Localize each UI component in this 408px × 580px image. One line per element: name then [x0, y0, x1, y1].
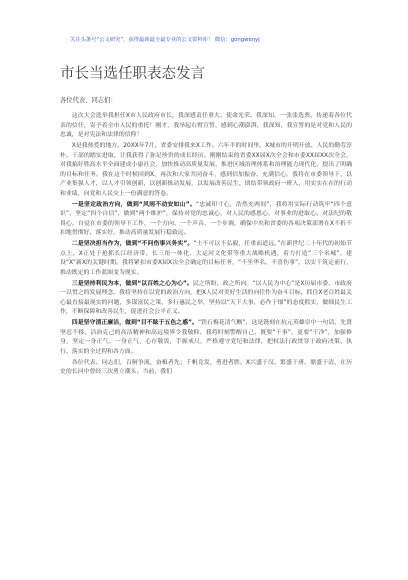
- paragraph-heading: 四是坚守清正廉洁，做到“目不眩于五色之惑”。: [71, 320, 198, 326]
- paragraph: [60, 359, 352, 378]
- paragraph-heading: 三是坚持利民为本，做到“以百姓之心为心”。: [71, 280, 193, 287]
- paragraph-heading: 二是坚决担当作为，做到“不问伤事兴务实”。: [71, 241, 194, 247]
- paragraph: [60, 142, 352, 199]
- speech-body: [60, 112, 352, 572]
- paragraph: [60, 319, 352, 357]
- header-banner: 关注头条号“公文研究”，获得最新最全最专业的公文资料库！ 微信：gongwenyj: [70, 37, 260, 43]
- paragraph-text: “忠诚印寸心，浩然充两间”，我将用实际行动筑牢“四个意识”、坚定“四个自信”、做到“两个维护”，保持对党的忠诚心、对人民的感恩心、对事业的进取心、对法纪的敬畏心，自觉在市委的领导下工作，一个方向、一个声音、一个步调，确保中央和省委的各项决策部署在X不折不扣地贯彻好、落实好，推动高质量发展行稳致远。: [60, 201, 352, 236]
- paragraph-text: “铁石梅花清气概”，这是镌刻在抗元英雄卓中一句话，先贤坚忍不移、洁治克己的高洁精神和高远境界令我敬仰。我将时刻警醒自己，既要“干事”，更要“干净”，加强修身，坚定一身正气、一身正气，心存敬畏，手握戒尺，严格遵守党纪和法律，把权法行政贯穿于政府决策、执行、落实的全过程和各方面。: [60, 320, 352, 355]
- paragraph: [60, 112, 352, 141]
- greeting-line: 各位代表、同志们：: [60, 97, 117, 104]
- paragraph-text: “土不可以不弘毅，任重而道远。”在新世纪二十年代的初始节点上，X正处于抢抓长江经济带、长三角一体化、大运河文化带等重大战略机遇，着力打造“三个名城”、建设“X”新X的关键时期。我将紧扣市委X届X次全会确定的目标任务，“不坐华名、不喜伤事”，以实干筑定前行，推动既定的工作蓝图变为现实。: [60, 241, 352, 276]
- paragraph-text: X是我热爱的地方。20XX年7月，省委安排我来X工作。六年半的时间里，X城市的开明开放、人民的勤劳淳朴、干部的踏实进取，让我获得了弥足珍贵的成长经历。刚刚结束的省委XX届X次全会和市委XX届XX次全会，对我搞好胜高水平全面建成小康社会、加快推动高质量发展、推进区域治理体系和治理能力现代化，提出了明确的目标和任务。我在这个时候回到X，再次和大家共同奋斗，感到信加振奋、充满信心。我将在市委领导下，以产业集强人才，以人才引领创新，以创新推动发展，以发展改善民生，团结带领政府一班人，用实实在在的行动和业绩，向党和人民交上一份满意的答卷。: [60, 143, 352, 197]
- page-title: 市长当选任职表态发言: [60, 66, 205, 82]
- paragraph: [60, 240, 352, 278]
- paragraph-text: 民之所盼，政之所向。“以人民为中心”是X历届市委、市政府一以贯之的发展理念。我将坚持在以党的政治方向，把X人民对美好生活的向往作为奋斗目标，抓住X老百姓最关心最直接最现实的问题，多谋富民之策，多行惠民之举，坚持以“天下大事，必作于细”的态度抓实，做细民生工作，不断保障和改善民生，促进社会公平正义。: [60, 280, 352, 315]
- paragraph-text: 各位代表、同志们，百舸争流，奋楫者先；千帆竞发，勇进者胜。X兴盛于汉、繁盛于唐、鼎盛于清，在历史的长河中曾经三次勇立潮头。当前，我们: [60, 359, 352, 375]
- paragraph-text: 这次大会选举我担任X市人民政府市长，我深感责任重大、使命光荣。我深知，一张张选票，传递着各位代表的信任，寄予着全市人民的重托！刚才，我举起右臂宣誓，感到心潮澎湃，我深知，我宣誓的是对党和人民的忠诚，是对宪法和法律的信仰！: [60, 113, 352, 138]
- paragraph-heading: 一是坚定政治方向，做到“风雨不动安如山”。: [71, 201, 196, 208]
- paragraph: [60, 201, 352, 239]
- paragraph: [60, 280, 352, 318]
